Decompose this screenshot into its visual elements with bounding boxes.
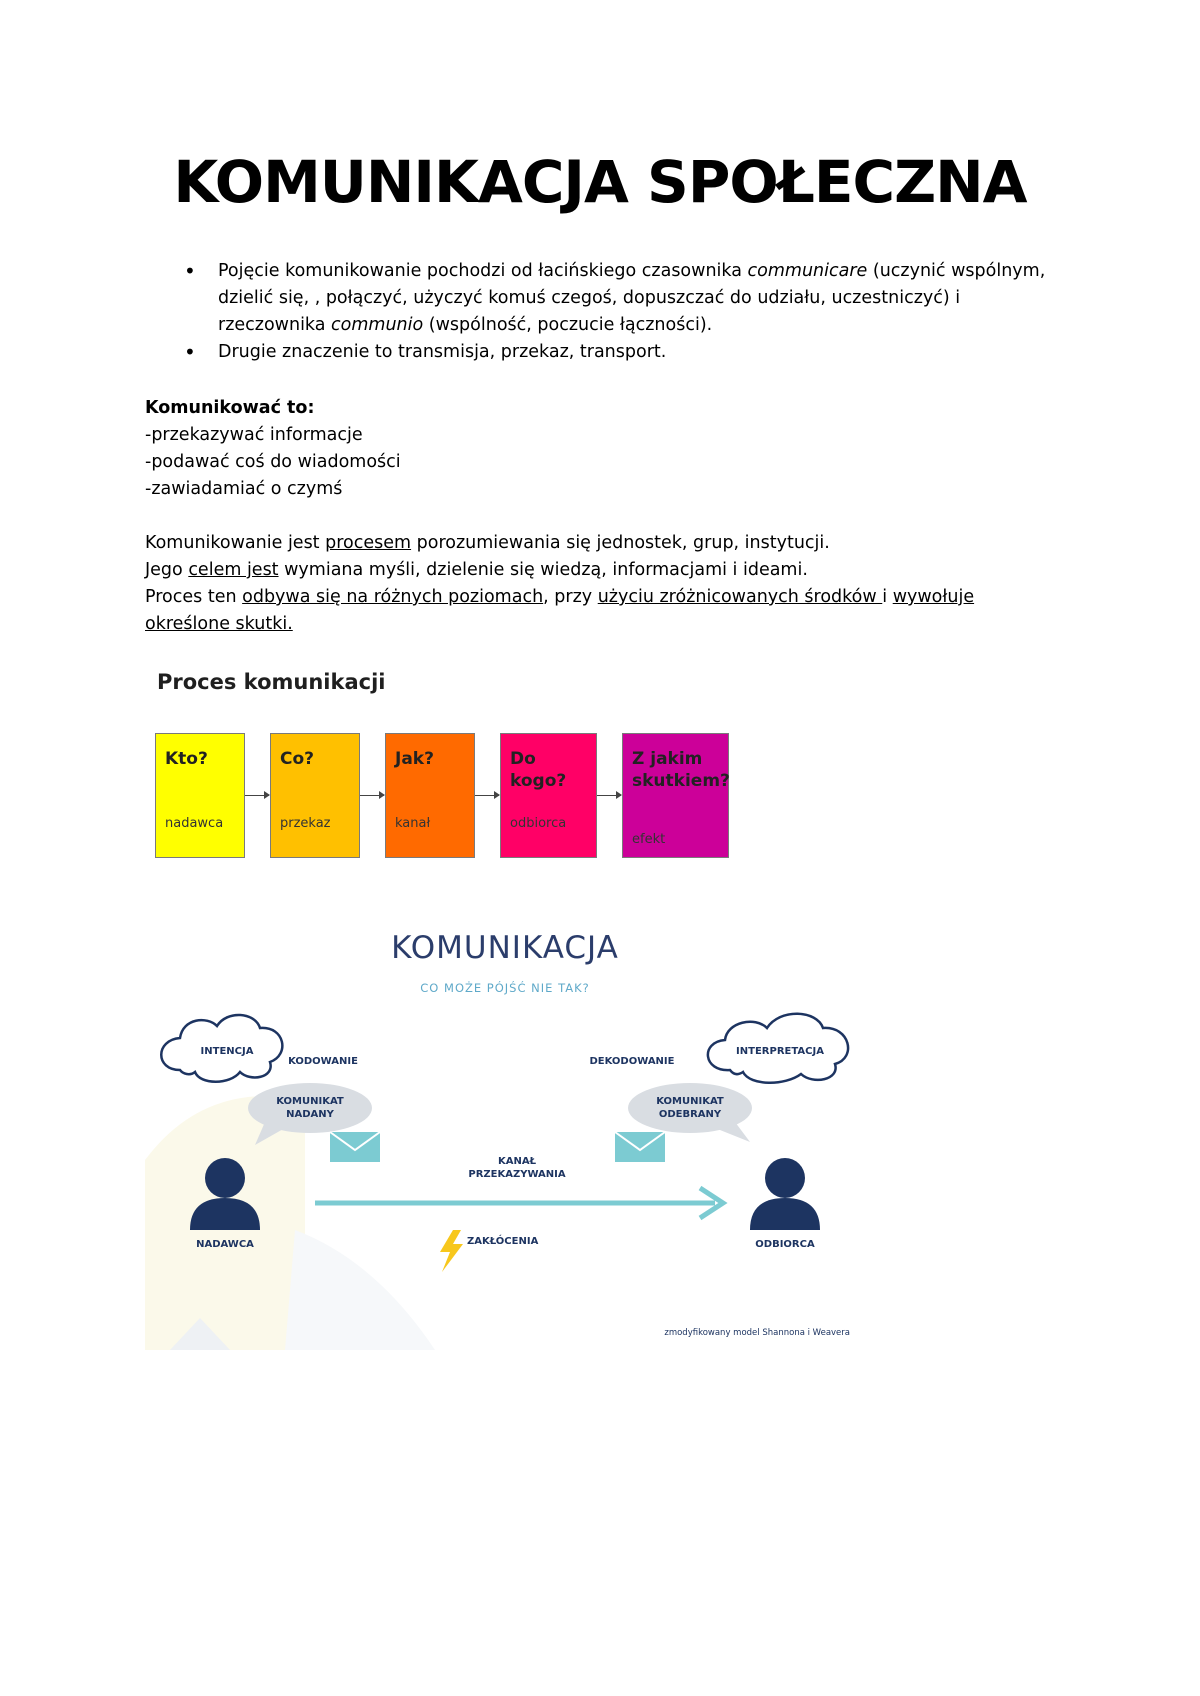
channel-arrow-icon (315, 1188, 723, 1218)
process-question: Z jakim skutkiem? (632, 749, 730, 791)
latin-noun: communio (331, 315, 424, 335)
arrow-icon (245, 795, 269, 796)
process-box-do-kogo (500, 733, 597, 858)
lightning-bolt-icon (440, 1230, 463, 1272)
text: Proces ten (145, 587, 243, 607)
text: i (882, 587, 893, 607)
page-title: KOMUNIKACJA SPOŁECZNA (173, 148, 1027, 216)
source-caption: zmodyfikowany model Shannona i Weavera (664, 1328, 850, 1338)
paragraph-line (145, 530, 974, 557)
text: Jego (145, 560, 189, 580)
envelope-icon (330, 1132, 380, 1162)
text: porozumiewania się jednostek, grup, instytucji. (411, 533, 830, 553)
interpretacja-label: INTERPRETACJA (736, 1046, 824, 1057)
komunikat-odebrany-label: ODEBRANY (658, 1109, 722, 1120)
kanal-label: PRZEKAZYWANIA (468, 1169, 566, 1180)
nadawca-label: NADAWCA (196, 1239, 254, 1250)
definition-paragraph (145, 530, 974, 638)
process-box-z-jakim-skutkiem (622, 733, 729, 858)
underlined-text: odbywa się na różnych poziomach (242, 587, 544, 607)
intro-bullet-list (170, 258, 1070, 366)
process-question: Jak? (395, 749, 434, 769)
komunikowac-section (145, 395, 401, 503)
odbiorca-label: ODBIORCA (755, 1239, 815, 1250)
communication-model-diagram (145, 930, 865, 1350)
process-label: przekaz (280, 816, 331, 831)
underlined-text: określone skutki. (145, 614, 293, 634)
arrow-icon (597, 795, 621, 796)
bullet-etymology (170, 258, 1070, 339)
process-box-kto (155, 733, 245, 858)
latin-verb: communicare (747, 261, 868, 281)
komunikowac-item: -zawiadamiać o czymś (145, 479, 343, 499)
underlined-text: procesem (325, 533, 412, 553)
komunikowac-item: -podawać coś do wiadomości (145, 452, 401, 472)
envelope-icon (615, 1132, 665, 1162)
dekodowanie-label: DEKODOWANIE (589, 1056, 675, 1067)
paragraph-line (145, 584, 974, 611)
paragraph-line (145, 557, 974, 584)
text: , przy (543, 587, 598, 607)
bullet-second-meaning (170, 339, 1070, 366)
diagram-subtitle: CO MOŻE PÓJŚĆ NIE TAK? (420, 981, 590, 995)
komunikowac-item: -przekazywać informacje (145, 425, 363, 445)
text: Komunikowanie jest (145, 533, 326, 553)
bullet-text: (uczynić wspólnym, dzielić się, , połączyć, użyczyć komuś czegoś, dopuszczać do udziału, uczestniczyć) i rzeczownika (218, 261, 1046, 335)
kodowanie-label: KODOWANIE (288, 1056, 358, 1067)
background-shape (285, 1230, 435, 1350)
arrow-icon (475, 795, 499, 796)
zaklocenia-label: ZAKŁÓCENIA (467, 1236, 539, 1247)
bullet-text: Pojęcie komunikowanie pochodzi od łacińskiego czasownika (218, 261, 748, 281)
process-label: kanał (395, 816, 431, 831)
intencja-label: INTENCJA (200, 1046, 254, 1057)
process-title: Proces komunikacji (157, 670, 386, 694)
underlined-text: użyciu zróżnicowanych środków (597, 587, 883, 607)
process-label: efekt (632, 832, 666, 847)
process-box-co (270, 733, 360, 858)
diagram-title: KOMUNIKACJA (391, 930, 619, 966)
paragraph-line (145, 611, 974, 638)
communication-model-svg (145, 930, 865, 1350)
text: wymiana myśli, dzielenie się wiedzą, informacjami i ideami. (278, 560, 808, 580)
komunikat-odebrany-label: KOMUNIKAT (656, 1096, 724, 1107)
process-label: nadawca (165, 816, 224, 831)
process-diagram (155, 670, 745, 870)
receiver-person-icon (750, 1158, 820, 1230)
kanal-label: KANAŁ (497, 1156, 537, 1167)
underlined-text: wywołuje (892, 587, 975, 607)
process-question: Do kogo? (510, 749, 567, 791)
process-label: odbiorca (510, 816, 567, 831)
bullet-text: Drugie znaczenie to transmisja, przekaz, transport. (218, 342, 667, 362)
komunikat-nadany-label: KOMUNIKAT (276, 1096, 344, 1107)
arrow-icon (360, 795, 384, 796)
process-box-jak (385, 733, 475, 858)
process-question: Co? (280, 749, 315, 769)
komunikowac-heading: Komunikować to: (145, 398, 315, 418)
process-question: Kto? (165, 749, 208, 769)
bullet-text: (wspólność, poczucie łączności). (423, 315, 713, 335)
underlined-text: celem jest (188, 560, 279, 580)
komunikat-nadany-label: NADANY (286, 1109, 334, 1120)
